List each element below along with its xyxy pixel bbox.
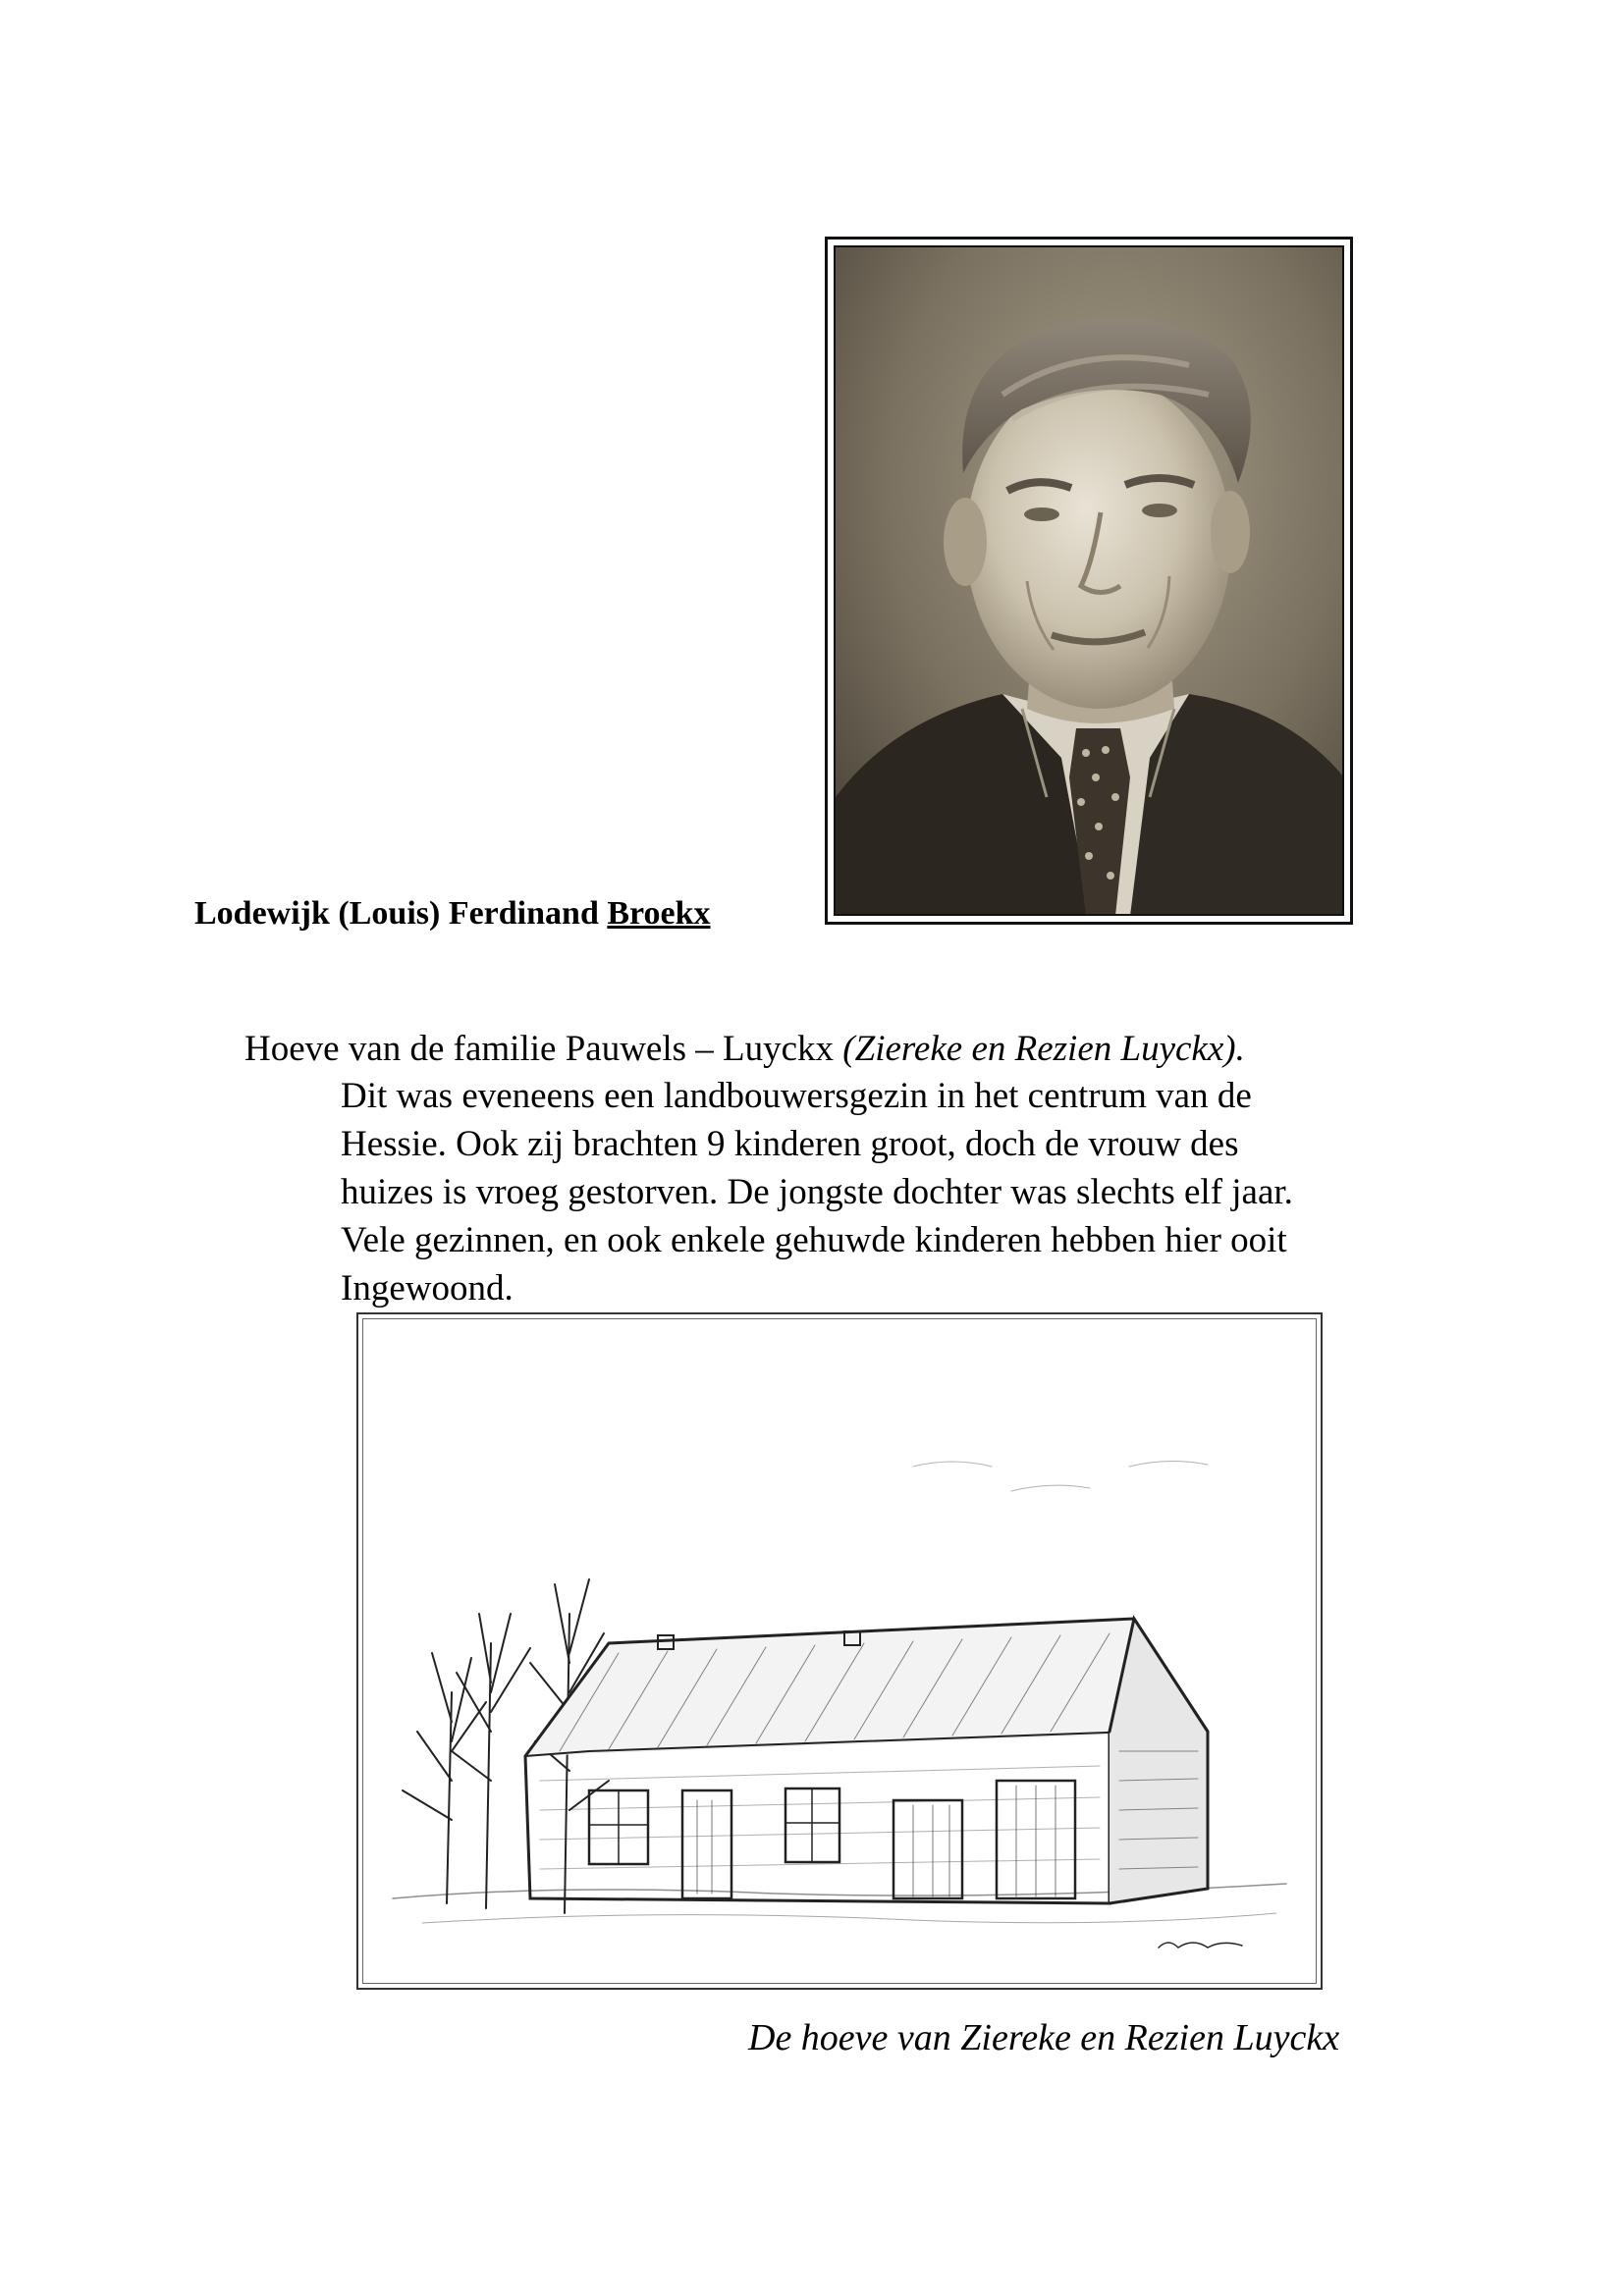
portrait-photo [834, 245, 1344, 916]
portrait-illustration [836, 247, 1344, 916]
farmhouse-sketch-frame [356, 1312, 1323, 1990]
paragraph-line: huizes is vroeg gestorven. De jongste dochter was slechts elf jaar. [341, 1172, 1293, 1212]
farmhouse-sketch [362, 1318, 1317, 1984]
caption-given-names: Lodewijk (Louis) Ferdinand [194, 895, 608, 932]
caption-surname: Broekx [607, 895, 711, 932]
portrait-photo-frame [825, 237, 1353, 925]
paragraph-body [341, 1073, 1293, 1313]
sketch-caption: De hoeve van Ziereke en Rezien Luyckx [748, 2017, 1340, 2058]
paragraph-line: Dit was eveneens een landbouwersgezin in het centrum van de [341, 1076, 1252, 1116]
paragraph-line: Ingewoond. [341, 1268, 514, 1308]
paragraph-line: Vele gezinnen, en ook enkele gehuwde kinderen hebben hier ooit [341, 1220, 1287, 1260]
paragraph-lead [244, 1026, 1245, 1073]
paragraph-line: Hessie. Ook zij brachten 9 kinderen groot, doch de vrouw des [341, 1124, 1239, 1164]
portrait-caption [194, 895, 711, 933]
paragraph-lead-italic: (Ziereke en Rezien Luyckx). [842, 1029, 1245, 1069]
paragraph-lead-text: Hoeve van de familie Pauwels – Luyckx [244, 1029, 843, 1069]
farmhouse-illustration [363, 1319, 1317, 1984]
